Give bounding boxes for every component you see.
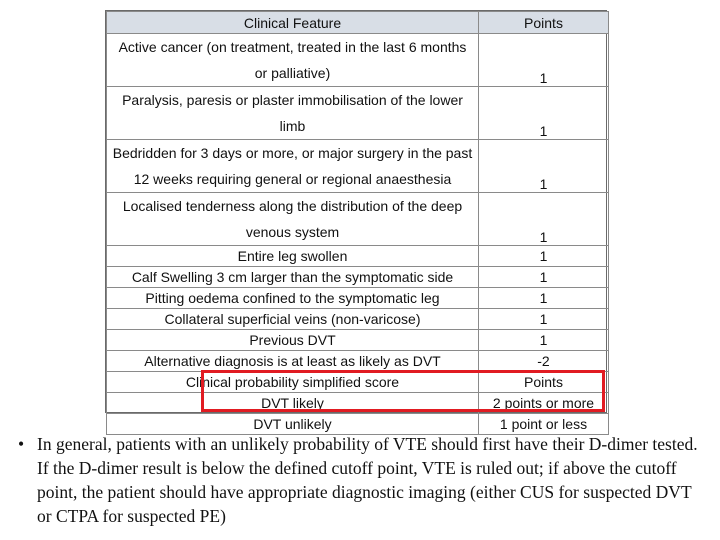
points-cell: -2 [479, 351, 609, 372]
wells-score-table [105, 10, 607, 432]
feature-cell: Bedridden for 3 days or more, or major surgery in the past 12 weeks requiring general or regional anaesthesia [107, 140, 479, 193]
table-row [107, 351, 609, 372]
header-clinical-feature: Clinical Feature [107, 12, 479, 34]
feature-cell: Active cancer (on treatment, treated in the last 6 months or palliative) [107, 34, 479, 87]
feature-cell: Paralysis, paresis or plaster immobilisation of the lower limb [107, 87, 479, 140]
table-row [107, 34, 609, 87]
table-row [107, 330, 609, 351]
points-cell: 1 [479, 288, 609, 309]
feature-cell: Calf Swelling 3 cm larger than the symptomatic side [107, 267, 479, 288]
bullet-mark: • [18, 434, 25, 454]
bullet-note [18, 432, 708, 528]
score-label: DVT likely [107, 393, 479, 414]
table-row [107, 140, 609, 193]
feature-cell: Previous DVT [107, 330, 479, 351]
points-cell: 1 [479, 87, 609, 140]
score-header-points: Points [479, 372, 609, 393]
feature-cell: Alternative diagnosis is at least as likely as DVT [107, 351, 479, 372]
score-header-row [107, 372, 609, 393]
table-row [107, 193, 609, 246]
points-cell: 1 [479, 309, 609, 330]
score-row-likely [107, 393, 609, 414]
feature-cell: Localised tenderness along the distribution of the deep venous system [107, 193, 479, 246]
score-points: 1 point or less [479, 414, 609, 435]
wells-table [106, 11, 609, 435]
points-cell: 1 [479, 34, 609, 87]
table-row [107, 267, 609, 288]
score-header-label: Clinical probability simplified score [107, 372, 479, 393]
points-cell: 1 [479, 267, 609, 288]
feature-cell: Pitting oedema confined to the symptomatic leg [107, 288, 479, 309]
table-header-row [107, 12, 609, 34]
points-cell: 1 [479, 330, 609, 351]
feature-cell: Collateral superficial veins (non-varicose) [107, 309, 479, 330]
points-cell: 1 [479, 246, 609, 267]
table-row [107, 246, 609, 267]
table-row [107, 87, 609, 140]
note-text: In general, patients with an unlikely probability of VTE should first have their D-dimer tested. If the D-dimer result is below the defined cutoff point, VTE is ruled out; if above the cutoff point, the patient should have appropriate diagnostic imaging (either CUS for suspected DVT or CTPA for suspected PE) [37, 434, 698, 526]
points-cell: 1 [479, 140, 609, 193]
score-label: DVT unlikely [107, 414, 479, 435]
table-row [107, 309, 609, 330]
table-row [107, 288, 609, 309]
points-cell: 1 [479, 193, 609, 246]
feature-cell: Entire leg swollen [107, 246, 479, 267]
header-points: Points [479, 12, 609, 34]
score-points: 2 points or more [479, 393, 609, 414]
